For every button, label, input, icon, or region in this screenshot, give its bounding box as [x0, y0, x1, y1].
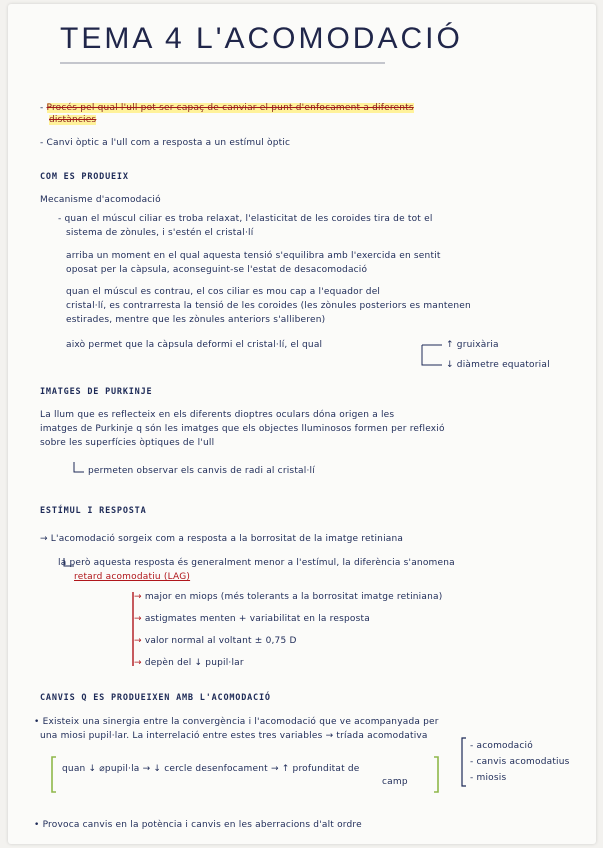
paragraph-line: arriba un moment en el qual aquesta tensió s'equilibra amb l'exercida en sentit: [66, 251, 441, 261]
paragraph-line: imatges de Purkinje q són les imatges que els objectes lluminosos formen per reflexió: [40, 424, 445, 434]
green-bracket: [434, 757, 438, 792]
heading-com-es-produeix: COM ES PRODUEIX: [40, 172, 129, 182]
paragraph-line: quan el múscul es contrau, el cos ciliar es mou cap a l'equador del: [66, 287, 381, 297]
page-title: TEMA 4 L'ACOMODACIÓ: [60, 22, 463, 55]
paragraph-line: • Provoca canvis en la potència i canvis en les aberracions d'alt ordre: [34, 820, 362, 830]
result-thickness: ↑ gruixària: [446, 340, 499, 350]
bullet-definition: - Procés pel qual l'ull pot ser capaç de canviar el punt d'enfocament a diferents: [40, 103, 414, 113]
paragraph-line: - quan el múscul ciliar es troba relaxat, l'elasticitat de les coroides tira de tot el: [58, 214, 433, 224]
triad-item: - canvis acomodatius: [470, 757, 570, 767]
triad-item: - acomodació: [470, 741, 533, 751]
term-lag: retard acomodatiu (LAG): [74, 572, 191, 582]
paragraph-line: la però aquesta resposta és generalment menor a l'estímul, la diferència s'anomena: [58, 558, 455, 568]
lag-item: → valor normal al voltant ± 0,75 D: [134, 636, 297, 646]
paragraph-line: una miosi pupil·lar. La interrelació entre estes tres variables → tríada acomodativa: [40, 731, 428, 741]
green-bracket: [52, 757, 56, 792]
heading-canvis: CANVIS Q ES PRODUEIXEN AMB L'ACOMODACIÓ: [40, 693, 271, 703]
result-diameter: ↓ diàmetre equatorial: [446, 360, 550, 370]
triad-bracket: [462, 738, 466, 786]
triad-item: - miosis: [470, 773, 507, 783]
paragraph-line: això permet que la càpsula deformi el cristal·lí, el qual: [66, 340, 323, 350]
bullet-optic-change: - Canvi òptic a l'ull com a resposta a un estímul òptic: [40, 138, 291, 148]
formula-box: quan ↓ ⌀pupil·la → ↓ cercle desenfocament → ↑ profunditat de: [62, 764, 360, 774]
paragraph-line: oposat per la càpsula, aconseguint-se l'estat de desacomodació: [66, 265, 368, 275]
lag-item: → major en miops (més tolerants a la borrositat imatge retiniana): [134, 592, 443, 602]
heading-purkinje: IMATGES DE PURKINJE: [40, 387, 153, 397]
bullet-definition-cont: distàncies: [49, 115, 97, 125]
hook-arrow: [74, 462, 84, 472]
paragraph-line: cristal·lí, es contrarresta la tensió de les coroides (les zònules posteriors es mantenen: [66, 301, 471, 311]
paragraph-line: La llum que es reflecteix en els diferents dioptres oculars dóna origen a les: [40, 410, 395, 420]
paragraph-line: permeten observar els canvis de radi al cristal·lí: [88, 466, 315, 476]
lag-item: → astigmates menten + variabilitat en la resposta: [134, 614, 370, 624]
lag-item: → depèn del ↓ pupil·lar: [134, 658, 244, 668]
heading-estimul-resposta: ESTÍMUL I RESPOSTA: [40, 506, 147, 516]
paragraph-line: sistema de zònules, i s'estén el cristal·lí: [66, 228, 254, 238]
paragraph-line: sobre les superfícies òptiques de l'ull: [40, 438, 215, 448]
subheading-mecanisme: Mecanisme d'acomodació: [40, 195, 161, 205]
paragraph-line: → L'acomodació sorgeix com a resposta a la borrositat de la imatge retiniana: [40, 534, 404, 544]
bracket-line: [422, 345, 442, 365]
paragraph-line: estirades, mentre que les zònules anteriors s'alliberen): [66, 315, 326, 325]
formula-box-cont: camp: [382, 777, 408, 787]
paragraph-line: • Existeix una sinergia entre la convergència i l'acomodació que ve acompanyada per: [34, 717, 439, 727]
